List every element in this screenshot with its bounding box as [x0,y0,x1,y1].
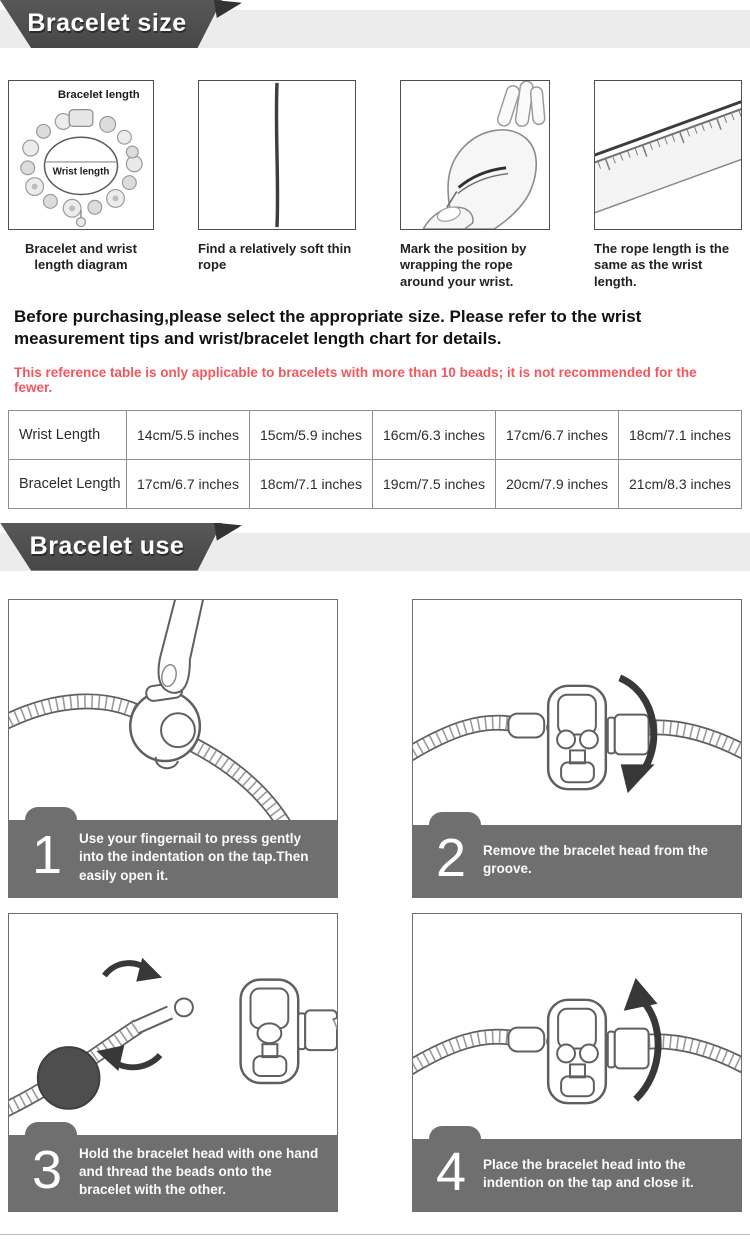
rope-image [198,80,356,230]
wrist-size-cell: 14cm/5.5 inches [127,410,250,459]
measure-step-rope [198,80,356,290]
reference-note: This reference table is only applicable to bracelets with more than 10 beads; it is not recommended for the fewer. [14,364,697,395]
step-caption-bar [413,825,741,897]
wrist-length-label: Wrist Length [9,410,127,459]
banner-size-title: Bracelet size [27,9,187,37]
measure-caption-3: Mark the position by wrapping the rope around your wrist. [400,241,527,289]
bracelet-diagram-illustration [9,81,153,229]
open-clasp-illustration [9,600,337,821]
measure-caption-1: Bracelet and wrist length diagram [25,241,137,273]
step-text: Remove the bracelet head from the groove. [483,842,709,876]
wrist-size-cell: 15cm/5.9 inches [250,410,373,459]
measure-step-wrap-wrist [400,80,550,290]
measure-step-diagram [8,80,154,290]
measure-steps-row [0,62,750,290]
rope-illustration [199,81,355,229]
bracelet-size-cell: 19cm/7.5 inches [373,459,496,508]
table-row-bracelet [9,459,742,508]
step-text: Use your fingernail to press gently into the indentation on the tap.Then easily open it. [79,831,309,883]
use-step-panel-3 [8,913,338,1212]
wrist-size-cell: 17cm/6.7 inches [496,410,619,459]
use-step-panel-2 [412,599,742,898]
label-bracelet-length: Bracelet length [57,88,140,101]
step-text: Hold the bracelet head with one hand and thread the beads onto the bracelet with the other. [79,1145,319,1197]
banner-bracelet-use [0,523,750,581]
wrist-wrap-illustration [401,81,549,229]
measure-caption-2: Find a relatively soft thin rope [198,241,352,273]
remove-head-illustration [413,600,741,825]
step-caption-bar [9,820,337,897]
wrist-size-cell: 18cm/7.1 inches [619,410,742,459]
ruler-image [594,80,742,230]
step-number: 1 [31,825,63,886]
wrist-wrap-image [400,80,550,230]
size-table [8,410,742,509]
measure-step-ruler [594,80,742,290]
bracelet-size-cell: 17cm/6.7 inches [127,459,250,508]
use-steps-grid [0,585,750,1213]
bracelet-diagram-image [8,80,154,230]
wrist-size-cell: 16cm/6.3 inches [373,410,496,459]
step-caption-bar [413,1139,741,1211]
banner-use-title: Bracelet use [29,531,185,560]
bracelet-size-cell: 18cm/7.1 inches [250,459,373,508]
step-number: 2 [435,827,467,888]
thread-beads-illustration [9,914,337,1135]
measure-caption-4: The rope length is the same as the wrist length. [594,241,730,289]
table-row-wrist [9,410,742,459]
close-clasp-illustration [413,914,741,1139]
step-caption-bar [9,1135,337,1212]
ruler-illustration [595,81,741,229]
use-step-panel-1 [8,599,338,898]
step-number: 4 [435,1141,467,1202]
intro-text: Before purchasing,please select the appropriate size. Please refer to the wrist measurement tips and wrist/bracelet length chart for details. [14,306,642,349]
use-step-panel-4 [412,913,742,1212]
label-wrist-length: Wrist length [52,166,110,178]
bracelet-size-cell: 21cm/8.3 inches [619,459,742,508]
banner-bracelet-size [0,0,750,58]
bracelet-size-cell: 20cm/7.9 inches [496,459,619,508]
step-number: 3 [31,1139,63,1200]
bracelet-length-label: Bracelet Length [9,459,127,508]
bottom-divider [0,1234,750,1235]
step-text: Place the bracelet head into the indention on the tap and close it. [483,1157,694,1191]
